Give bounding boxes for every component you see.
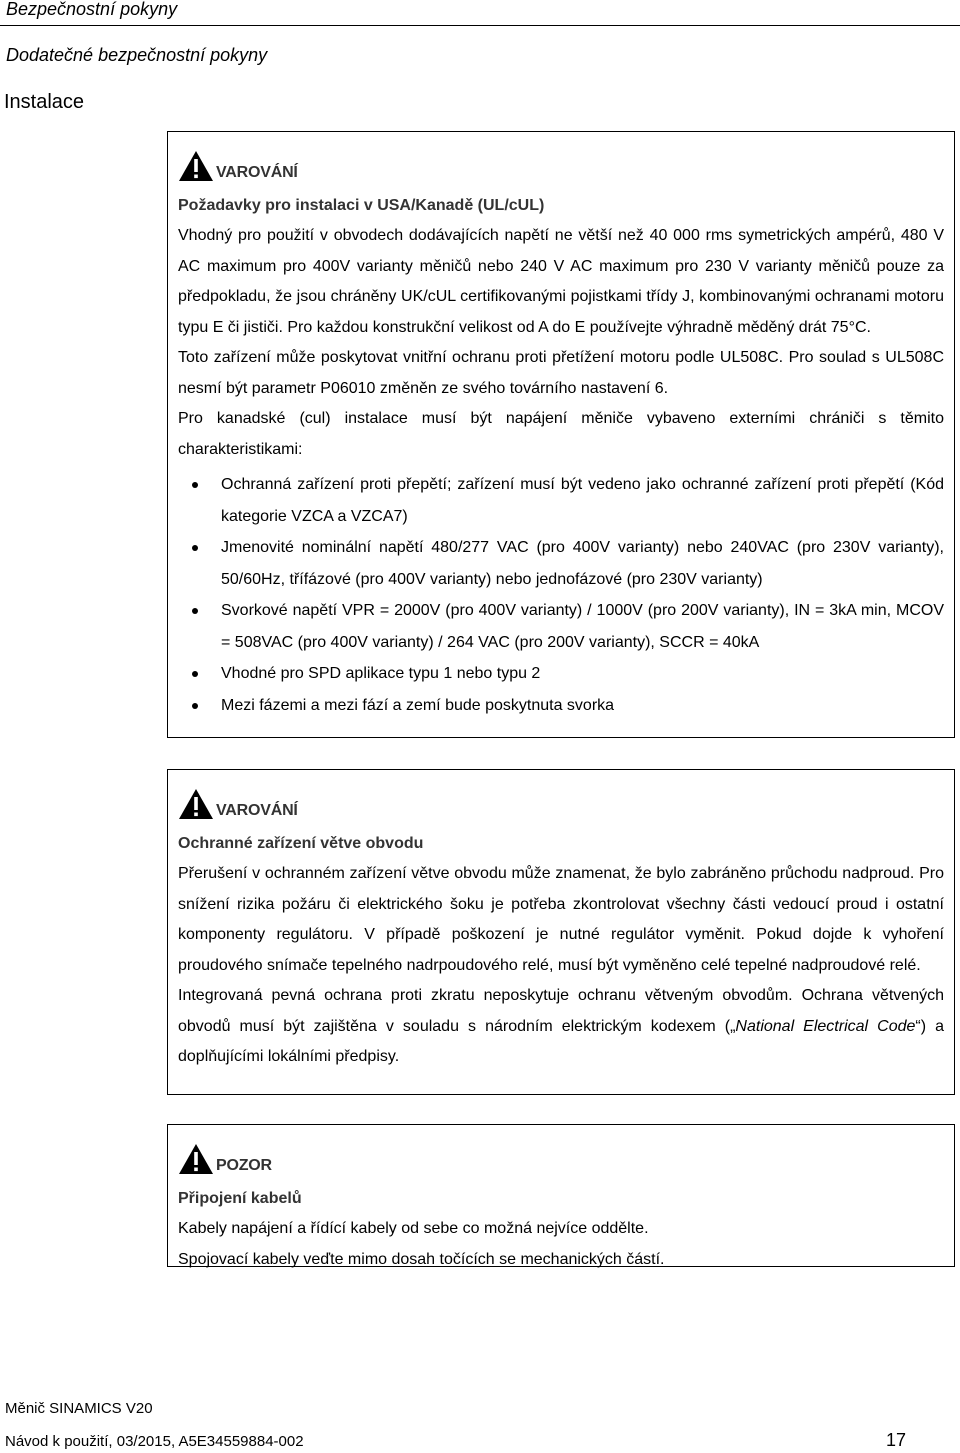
- box-heading: Požadavky pro instalaci v USA/Kanadě (UL/cUL): [178, 197, 545, 214]
- list-item: Jmenovité nominální napětí 480/277 VAC (pro 400V varianty) nebo 240VAC (pro 230V varianty), 50/60Hz, třífázové (pro 400V varianty) nebo jednofázové (pro 230V varianty): [178, 532, 944, 595]
- warning-triangle-icon: [178, 1143, 214, 1175]
- list-item: Mezi fázemi a mezi fází a zemí bude poskytnuta svorka: [178, 690, 944, 722]
- warning-label: VAROVÁNÍ: [216, 802, 298, 819]
- warning-box-branch-circuit: [167, 769, 955, 1095]
- list-item: Vhodné pro SPD aplikace typu 1 nebo typu 2: [178, 658, 944, 690]
- caution-label: POZOR: [216, 1157, 272, 1174]
- subsection-title: Instalace: [4, 91, 85, 113]
- section-title: Dodatečné bezpečnostní pokyny: [6, 45, 268, 65]
- list-item: Svorkové napětí VPR = 2000V (pro 400V varianty) / 1000V (pro 200V varianty), IN = 3kA min, MCOV = 508VAC (pro 400V varianty) / 264 VAC (pro 200V varianty), SCCR = 40kA: [178, 595, 944, 658]
- chapter-title: Bezpečnostní pokyny: [6, 0, 178, 19]
- box-heading: Připojení kabelů: [178, 1190, 302, 1207]
- paragraph: Pro kanadské (cul) instalace musí být napájení měniče vybaveno externími chrániči s těmito charakteristikami:: [178, 410, 944, 458]
- warning-title-row: [178, 770, 944, 820]
- paragraph: Kabely napájení a řídící kabely od sebe co možná nejvíce oddělte.: [178, 1220, 649, 1237]
- paragraph: Toto zařízení může poskytovat vnitřní ochranu proti přetížení motoru podle UL508C. Pro soulad s UL508C nesmí být parametr P06010 změněn ze svého továrního nastavení 6.: [178, 349, 944, 397]
- warning-box-installation: [167, 131, 955, 738]
- paragraph-text: “) a doplňujícími lokálními předpisy.: [178, 1017, 944, 1065]
- caution-box-cables: [167, 1124, 955, 1267]
- page-number: 17: [885, 1430, 906, 1450]
- paragraph: Vhodný pro použití v obvodech dodávajících napětí ne větší než 40 000 rms symetrických ampérů, 480 V AC maximum pro 400V varianty měničů nebo 240 V AC maximum pro 230 V varianty měničů pouze za předpokladu, že jsou chráněny UK/cUL certifikovanými pojistkami třídy J, kombinovanými ochranami motoru typu E či jističi. Pro každou konstrukční velikost od A do E používejte výhradně měděný drát 75°C.: [178, 227, 944, 336]
- footer-document: Návod k použití, 03/2015, A5E34559884-002: [5, 1433, 304, 1450]
- box-heading: Ochranné zařízení větve obvodu: [178, 835, 424, 852]
- bullet-list: [178, 469, 944, 721]
- warning-triangle-icon: [178, 150, 214, 182]
- warning-label: VAROVÁNÍ: [216, 164, 298, 181]
- paragraph: Spojovací kabely veďte mimo dosah točících se mechanických částí.: [178, 1250, 665, 1268]
- paragraph-text: Integrovaná pevná ochrana proti zkratu neposkytuje ochranu větveným obvodům. Ochrana větvených obvodů musí být zajištěna v souladu s národním elektrickým kodexem („: [178, 987, 944, 1035]
- paragraph: Přerušení v ochranném zařízení větve obvodu může znamenat, že bylo zabráněno průchodu nadproud. Pro snížení rizika požáru či elektrického šoku je potřeba zkontrolovat všechny části vedoucí proud i ostatní komponenty regulátoru. V případě poškození je nutné regulátor vyměnit. Pokud dojde k vyhoření proudového snímače tepelného nadrpoudového relé, musí být vyměněno celé tepelné nadproudové relé.: [178, 865, 944, 974]
- list-item: Ochranná zařízení proti přepětí; zařízení musí být vedeno jako ochranné zařízení proti přepětí (Kód kategorie VZCA a VZCA7): [178, 469, 944, 532]
- code-reference: National Electrical Code: [735, 1017, 916, 1035]
- footer-product: Měnič SINAMICS V20: [5, 1400, 153, 1417]
- warning-triangle-icon: [178, 788, 214, 820]
- warning-title-row: [178, 132, 944, 182]
- header-rule: [0, 25, 960, 26]
- paragraph: [178, 981, 944, 1073]
- caution-title-row: [178, 1125, 944, 1175]
